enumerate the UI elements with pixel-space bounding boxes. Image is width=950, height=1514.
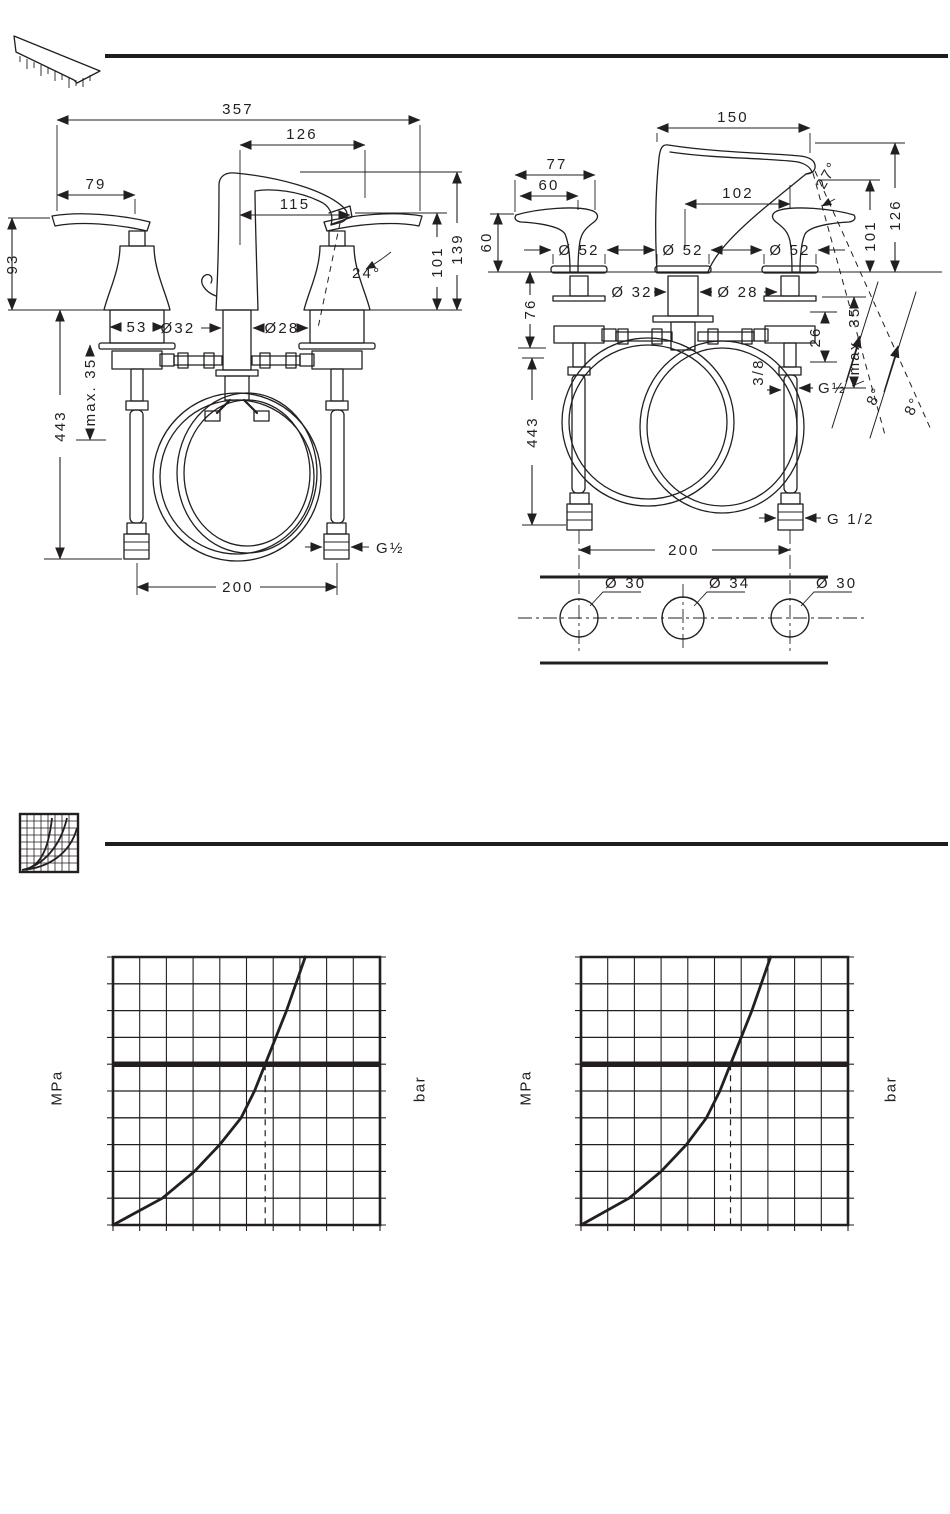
dim-handle-height: 60 — [478, 231, 495, 253]
dim-shank-gap: Ø 28 — [717, 284, 759, 301]
dim-handle-width: 77 — [546, 156, 568, 173]
dim-thread: G½ — [376, 540, 405, 557]
dim-shank-gap: Ø28 — [264, 320, 300, 337]
dim-hole-dia-center: Ø 34 — [709, 575, 751, 592]
flow-curves-icon — [18, 812, 82, 876]
dim-valve-drop: 26 — [807, 326, 824, 348]
faucet-spout — [202, 173, 352, 400]
y-axis-label-bar-right: bar — [882, 1075, 900, 1103]
dim-tilt-angle-a: 8° — [863, 384, 887, 409]
dimensions-right-drawing — [478, 109, 932, 652]
dim-handle-height: 93 — [4, 253, 21, 275]
section-rule-flow — [105, 842, 948, 846]
supply-hoses — [124, 393, 349, 561]
dim-overall-width: 357 — [222, 101, 254, 118]
ruler-icon — [6, 14, 110, 98]
supply-hoses — [562, 338, 804, 530]
dimensions-left-drawing — [4, 101, 466, 596]
dim-top-width: 126 — [286, 126, 318, 143]
dim-hose-length: 443 — [52, 410, 69, 442]
escutcheons — [551, 266, 818, 301]
flow-chart-left — [104, 948, 389, 1239]
dim-deck-max: max. 35 — [82, 357, 99, 427]
dim-hose-thread: 3/8 — [750, 358, 767, 386]
dim-thread-mid: G½ — [818, 380, 847, 397]
dim-escutcheon-dia-right: Ø 52 — [769, 242, 811, 259]
dim-shank-dia-spout: Ø 32 — [611, 284, 653, 301]
dim-spout-angle: 27° — [812, 158, 843, 192]
y-axis-label-bar-left: bar — [411, 1075, 429, 1103]
dim-hole-centres: 200 — [668, 542, 700, 559]
dim-hole-centres: 200 — [222, 579, 254, 596]
dim-escutcheon-dia-left: Ø 52 — [558, 242, 600, 259]
right-handle — [773, 208, 855, 272]
y-axis-label-mpa-right: MPa — [517, 1070, 535, 1106]
dim-outlet-height: 101 — [429, 246, 446, 278]
angle-valves — [112, 351, 362, 421]
dim-handle-length: 79 — [85, 176, 107, 193]
dim-outlet-height: 101 — [862, 220, 879, 252]
dim-below-deck: 76 — [522, 298, 539, 320]
dim-deck-max: max. 35 — [846, 306, 863, 376]
flow-chart-right — [572, 948, 857, 1239]
dim-escutcheon-dia-center: Ø 52 — [662, 242, 704, 259]
dim-tilt-angle-b: 8° — [901, 394, 925, 419]
left-handle — [515, 208, 600, 272]
section-rule-dimensions — [105, 54, 948, 58]
dim-spout-reach: 115 — [279, 196, 311, 213]
dim-hole-dia-left: Ø 30 — [605, 575, 647, 592]
dim-total-height: 139 — [449, 233, 466, 265]
dim-hose-length: 443 — [524, 416, 541, 448]
dim-spout-angle: 24° — [352, 265, 382, 282]
dim-spout-reach: 102 — [722, 185, 754, 202]
dim-total-height: 126 — [887, 199, 904, 231]
flow-curve-chart — [572, 948, 857, 1234]
dim-shank-dia-spout: Ø32 — [160, 320, 196, 337]
dim-base-width: 53 — [126, 319, 148, 336]
dim-spout-width: 150 — [717, 109, 749, 126]
dimension-drawing-left — [0, 95, 465, 607]
dim-thread-bottom: G 1/2 — [827, 511, 875, 528]
dim-hole-dia-right: Ø 30 — [816, 575, 858, 592]
y-axis-label-mpa-left: MPa — [48, 1070, 66, 1106]
dimension-drawing-right — [480, 100, 950, 682]
flow-curve-chart — [104, 948, 389, 1234]
hole-layout — [518, 575, 868, 663]
left-handle — [52, 214, 175, 349]
dim-handle-inner-width: 60 — [538, 177, 560, 194]
